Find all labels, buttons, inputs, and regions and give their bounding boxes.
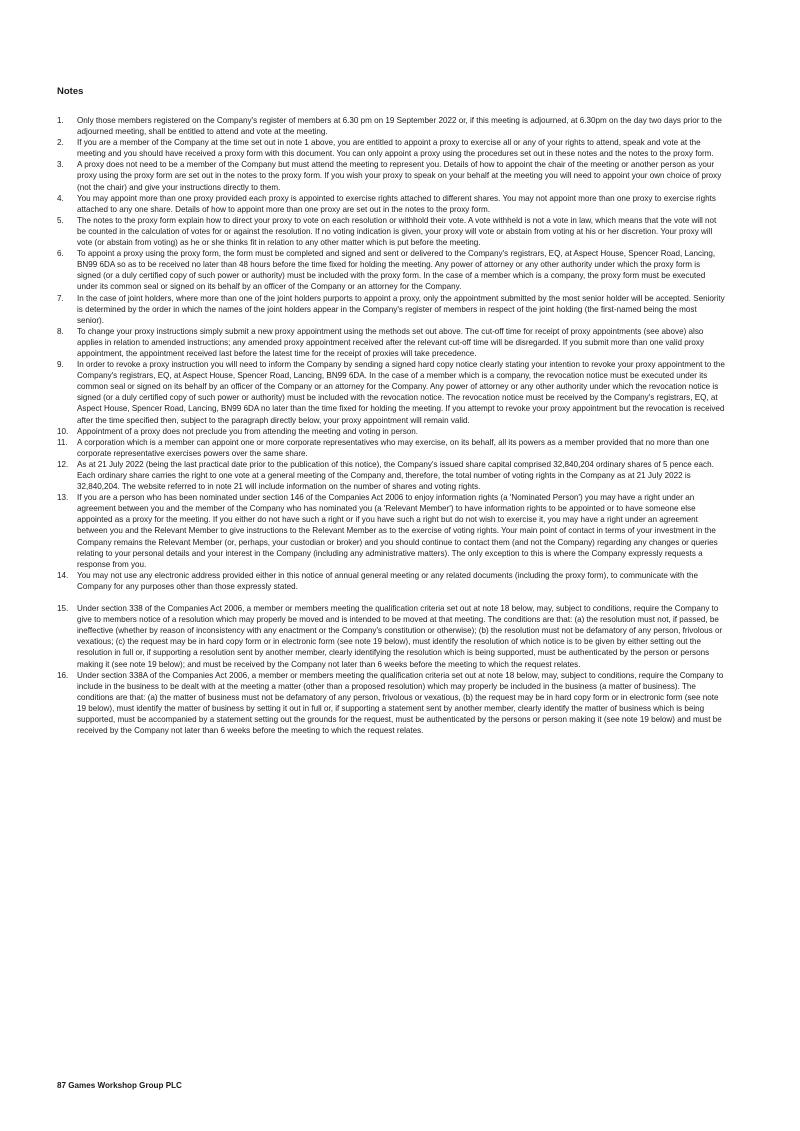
note-item: [57, 159, 725, 192]
note-item: [57, 570, 725, 592]
note-number: 2.: [57, 138, 64, 148]
note-text: Under section 338A of the Companies Act 2006, a member or members meeting the qualification criteria set out at note 18 below, may, subject to conditions, require the Company to include in the business to be dealt with at the meeting a matter (other than a proposed resolution) which may properly be included in the business (a matter of business). The conditions are that: (a) the matter of business must not be defamatory of any person, frivolous or vexatious, (b) the request may be in hard copy form or in electronic form (see note 19 below), must identify the matter of business by setting it out in full or, if supporting a statement sent by another member, clearly identify the matter of business which is being supported, must be accompanied by a statement setting out the grounds for the request, must be authenticated by the persons or person making it (see note 19 below) and must be received by the Company not later than 6 weeks before the meeting to which the request relates.: [77, 670, 724, 736]
note-text: The notes to the proxy form explain how to direct your proxy to vote on each resolution or withhold their vote. A vote withheld is not a vote in law, which means that the vote will not be counted in the calculation of votes for or against the resolution. If no voting indication is given, your proxy will vote or abstain from voting at his or her discretion. Your proxy will vote (or abstain from voting) as he or she thinks fit in relation to any other matter which is put before the meeting.: [77, 215, 717, 248]
note-number: 8.: [57, 326, 64, 336]
note-item: [57, 426, 725, 437]
note-number: 11.: [57, 437, 68, 447]
note-text: To change your proxy instructions simply submit a new proxy appointment using the methods set out above. The cut-off time for receipt of proxy appointments (see above) also applies in relation to amended instructions; any amended proxy appointment received after the relevant cut-off time will be disregarded. If you submit more than one valid proxy appointment, the appointment received last before the latest time for the receipt of proxies will take precedence.: [77, 326, 705, 358]
note-item: [57, 215, 725, 248]
note-text: Under section 338 of the Companies Act 2006, a member or members meeting the qualification criteria set out at note 18 below, may, subject to conditions, require the Company to give to members notice of a resolution which may properly be moved and is intended to be moved at that meeting. The conditions are that: (a) the resolution must not, if passed, be ineffective (whether by reason of inconsistency with any enactment or the Company's constitution or otherwise); (b) the resolution must not be defamatory of any person, frivolous or vexatious; (c) the request may be in hard copy form or in electronic form (see note 19 below), must identify the resolution of which notice is to be given by either setting out the resolution in full or, if supporting a resolution sent by another member, clearly identifying the resolution which is being supported, must be authenticated by the person or persons making it (see note 19 below); and must be received by the Company not later than 6 weeks before the meeting to which the request relates.: [77, 604, 723, 669]
note-text: If you are a person who has been nominated under section 146 of the Companies Act 2006 to enjoy information rights (a 'Nominated Person') you may have a right under an agreement between you and the member of the Company who has nominated you (a 'Relevant Member') to have information rights to be appointed or to have someone else appointed as a proxy for the meeting. If you either do not have such a right or if you have such a right but do not wish to exercise it, you may have a right under an agreement between you and the Relevant Member to give instructions to the Relevant Member as to the exercise of voting rights. Your main point of contact in terms of your investment in the Company remains the Relevant Member (or, perhaps, your custodian or broker) and you should continue to contact them (and not the Company) regarding any changes or queries relating to your personal details and your interest in the Company (including any administrative matters). The only exception to this is where the Company expressly requests a response from you.: [77, 493, 718, 569]
note-text: A proxy does not need to be a member of the Company but must attend the meeting to represent you. Details of how to appoint the chair of the meeting or another person as your proxy using the proxy form are set out in the notes to the proxy form. If you wish your proxy to speak on your behalf at the meeting you will need to appoint your own choice of proxy (not the chair) and give your instructions directly to them.: [77, 160, 722, 192]
note-number: 16.: [57, 670, 69, 680]
note-item: [57, 603, 725, 670]
note-number: 15.: [57, 604, 69, 614]
note-number: 5.: [57, 215, 64, 225]
note-item: [57, 137, 725, 159]
note-text: Appointment of a proxy does not preclude you from attending the meeting and voting in person.: [77, 426, 419, 436]
note-text: You may appoint more than one proxy provided each proxy is appointed to exercise rights attached to different shares. You may not appoint more than one proxy to exercise rights attached to any one share. Details of how to appoint more than one proxy are set out in the notes to the proxy form.: [77, 193, 716, 214]
note-item: [57, 437, 725, 459]
note-number: 9.: [57, 360, 64, 370]
note-number: 10.: [57, 426, 69, 436]
note-text: In the case of joint holders, where more than one of the joint holders purports to appoint a proxy, only the appointment submitted by the most senior holder will be accepted. Seniority is determined by the order in which the names of the joint holders appear in the Company's register of members in respect of the joint holding (the first-named being the most senior).: [77, 293, 725, 325]
note-text: If you are a member of the Company at the time set out in note 1 above, you are entitled to appoint a proxy to exercise all or any of your rights to attend, speak and vote at the meeting and you should have received a proxy form with this document. You can only appoint a proxy using the procedures set out in these notes and the notes to the proxy form.: [77, 138, 714, 159]
note-number: 4.: [57, 193, 64, 203]
note-text: Only those members registered on the Company's register of members at 6.30 pm on 19 September 2022 or, if this meeting is adjourned, at 6.30pm on the day two days prior to the adjourned meeting, shall be entitled to attend and vote at the meeting.: [77, 116, 722, 137]
note-item: [57, 359, 725, 426]
note-number: 7.: [57, 293, 64, 303]
page-footer: 87 Games Workshop Group PLC: [57, 1081, 182, 1090]
note-number: 3.: [57, 160, 64, 170]
notes-list: [57, 115, 725, 736]
note-number: 6.: [57, 249, 64, 259]
note-item: [57, 326, 725, 359]
note-number: 14.: [57, 570, 69, 580]
note-item: [57, 492, 725, 570]
notes-heading: Notes: [57, 86, 84, 97]
note-text: As at 21 July 2022 (being the last practical date prior to the publication of this notice), the Company's issued share capital comprised 32,840,204 ordinary shares of 5 pence each. Each ordinary share carries the right to one vote at a general meeting of the Company and, therefore, the total number of voting rights in the Company as at 21 July 2022 is 32,840,204. The website referred to in note 21 will include information on the number of shares and voting rights.: [77, 459, 714, 492]
note-number: 12.: [57, 459, 69, 469]
note-item: [57, 293, 725, 326]
note-text: In order to revoke a proxy instruction you will need to inform the Company by sending a signed hard copy notice clearly stating your intention to revoke your proxy appointment to the Company's registrars, EQ, at Aspect House, Spencer Road, Lancing, BN99 6DA. In the case of a member which is a company, the revocation notice must be executed under its common seal or signed on its behalf by an officer of the Company or an attorney for the Company. Any power of attorney or any other authority under which the revocation notice is signed (or a duly certified copy of such power or authority) must be included with the revocation notice. The revocation notice must be received by the Company's registrars, EQ, at Aspect House, Spencer Road, Lancing, BN99 6DA no later than the time fixed for holding the meeting. If you attempt to revoke your proxy appointment but the revocation is received after the time specified then, subject to the paragraph directly below, your proxy appointment will remain valid.: [77, 360, 725, 425]
note-item: [57, 115, 725, 137]
note-number: 13.: [57, 493, 69, 503]
note-item: [57, 459, 725, 492]
note-text: A corporation which is a member can appoint one or more corporate representatives who may exercise, on its behalf, all its powers as a member provided that no more than one corporate representative exercises powers over the same share.: [77, 437, 710, 458]
note-text: To appoint a proxy using the proxy form, the form must be completed and signed and sent or delivered to the Company's registrars, EQ, at Aspect House, Spencer Road, Lancing, BN99 6DA so as to be received no later than 48 hours before the time fixed for holding the meeting. Any power of attorney or any other authority under which the proxy form is signed (or a duly certified copy of such power or authority) must be included with the proxy form. In the case of a member which is a company, the proxy form must be executed under its common seal or signed on its behalf by an officer of the Company or an attorney for the Company.: [77, 249, 716, 292]
note-number: 1.: [57, 116, 64, 125]
note-item: [57, 670, 725, 737]
note-item: [57, 248, 725, 292]
note-item: [57, 193, 725, 215]
note-text: You may not use any electronic address provided either in this notice of annual general meeting or any related documents (including the proxy form), to communicate with the Company for any purposes other than those expressly stated.: [77, 570, 699, 591]
